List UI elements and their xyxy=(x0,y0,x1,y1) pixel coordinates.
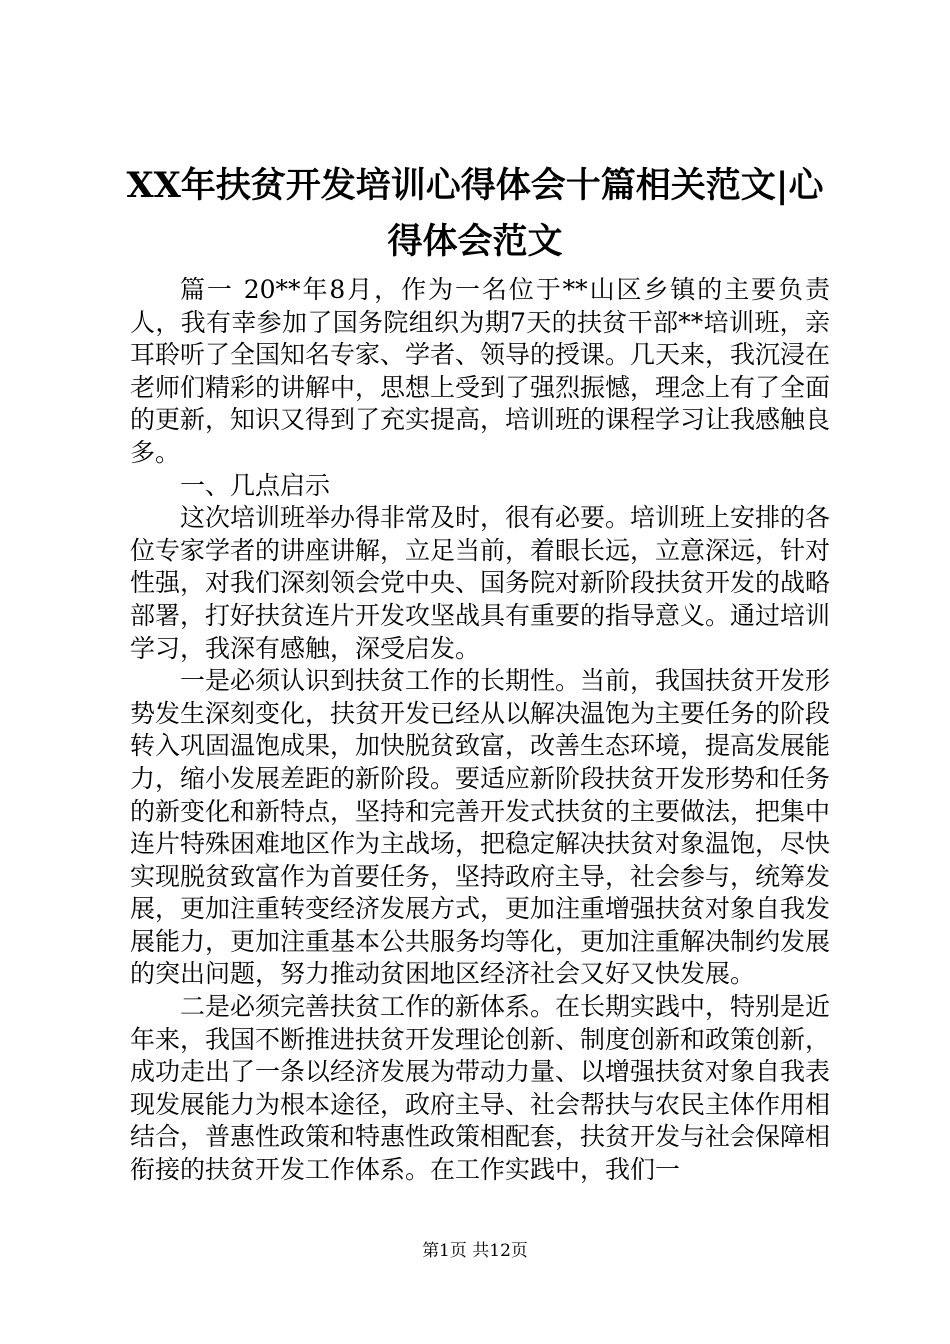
paragraph-intro: 篇一 20**年8月，作为一名位于**山区乡镇的主要负责人，我有幸参加了国务院组织为期7天的扶贫干部**培训班，亲耳聆听了全国知名专家、学者、领导的授课。几天来，我沉浸在老师们精彩的讲解中，思想上受到了强烈振憾，理念上有了全面的更新，知识又得到了充实提高，培训班的课程学习让我感触良多。 xyxy=(130,275,831,467)
document-body xyxy=(130,274,830,1187)
page-footer: 第1页 共12页 xyxy=(422,1241,528,1261)
paragraph-point-one: 一是必须认识到扶贫工作的长期性。当前，我国扶贫开发形势发生深刻变化，扶贫开发已经从以解决温饱为主要任务的阶段转入巩固温饱成果，加快脱贫致富，改善生态环境，提高发展能力，缩小发展差距的新阶段。要适应新阶段扶贫开发形势和任务的新变化和新特点，坚持和完善开发式扶贫的主要做法，把集中连片特殊困难地区作为主战场，把稳定解决扶贫对象温饱，尽快实现脱贫致富作为首要任务，坚持政府主导，社会参与，统筹发展，更加注重转变经济发展方式，更加注重增强扶贫对象自我发展能力，更加注重基本公共服务均等化，更加注重解决制约发展的突出问题，努力推动贫困地区经济社会又好又快发展。 xyxy=(130,666,831,989)
section-heading: 一、几点启示 xyxy=(180,470,331,500)
document-title: XX年扶贫开发培训心得体会十篇相关范文|心得体会范文 xyxy=(126,165,824,262)
paragraph-training: 这次培训班举办得非常及时，很有必要。培训班上安排的各位专家学者的讲座讲解，立足当前，着眼长远，立意深远，针对性强，对我们深刻领会党中央、国务院对新阶段扶贫开发的战略部署，打好扶贫连片开发攻坚战具有重要的指导意义。通过培训学习，我深有感触，深受启发。 xyxy=(130,503,831,663)
paragraph-point-two: 二是必须完善扶贫工作的新体系。在长期实践中，特别是近年来，我国不断推进扶贫开发理论创新、制度创新和政策创新，成功走出了一条以经济发展为带动力量、以增强扶贫对象自我表现发展能力为根本途径，政府主导、社会帮扶与农民主体作用相结合，普惠性政策和特惠性政策相配套，扶贫开发与社会保障相衔接的扶贫开发工作体系。在工作实践中，我们一 xyxy=(130,992,831,1185)
